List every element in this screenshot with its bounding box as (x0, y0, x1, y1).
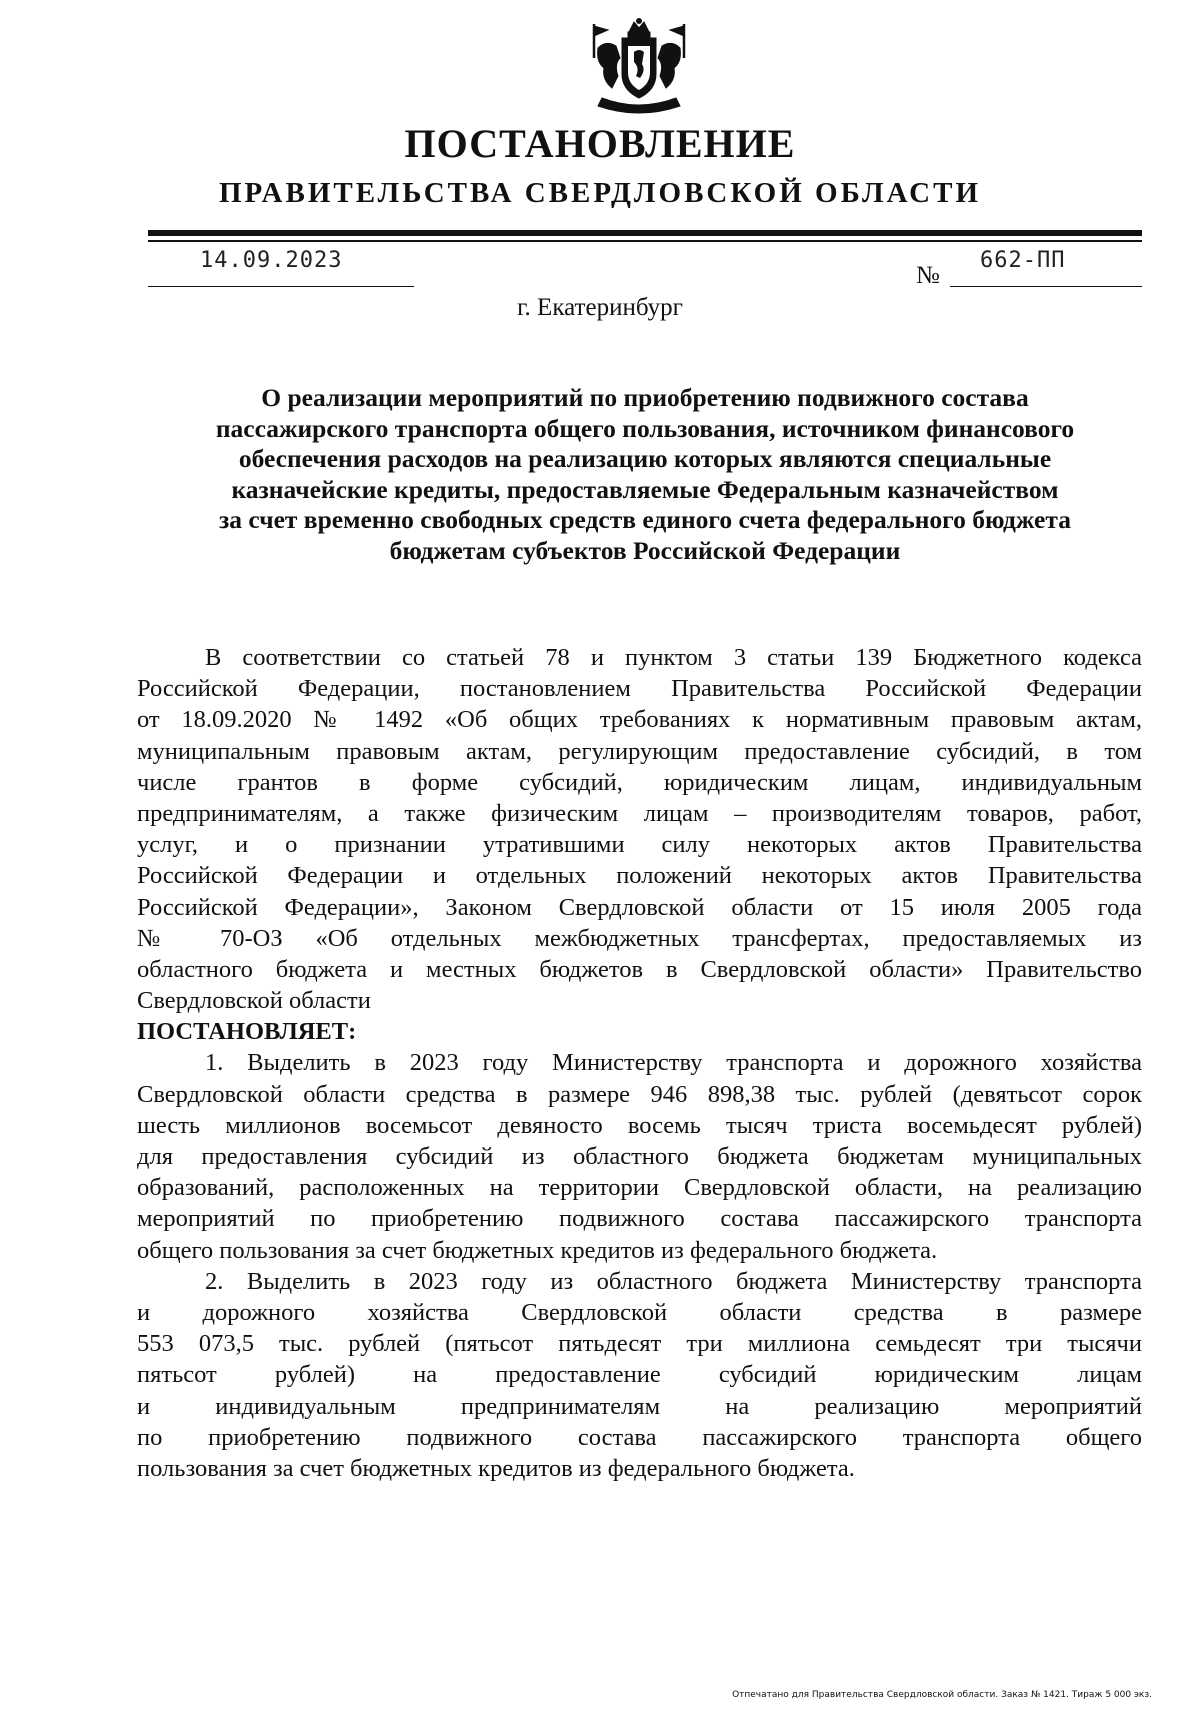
item1-line: шесть миллионов восемьсот девяносто восемь тысяч триста восемьдесят рублей) (137, 1111, 1142, 1139)
number-value: 662-ПП (980, 248, 1066, 273)
item2-line: и индивидуальным предпринимателям на реализацию мероприятий (137, 1392, 1142, 1420)
item1-line: Свердловской области средства в размере 946 898,38 тыс. рублей (девятьсот сорок (137, 1080, 1142, 1108)
preamble-line: областного бюджета и местных бюджетов в Свердловской области» Правительство (137, 955, 1142, 983)
print-note: Отпечатано для Правительства Свердловской области. Заказ № 1421. Тираж 5 000 экз. (732, 1690, 1152, 1700)
preamble-line: Российской Федерации, постановлением Правительства Российской Федерации (137, 675, 1142, 703)
header-rule-thick (148, 230, 1142, 236)
item2-line: 553 073,5 тыс. рублей (пятьсот пятьдесят три миллиона семьдесят три тысячи (137, 1330, 1142, 1358)
heading-line: О реализации мероприятий по приобретению подвижного состава (261, 383, 1029, 412)
item2-line: пользования за счет бюджетных кредитов из федерального бюджета. (137, 1454, 855, 1482)
heading-line: бюджетам субъектов Российской Федерации (389, 535, 901, 565)
item1-line: образований, расположенных на территории Свердловской области, на реализацию (137, 1174, 1142, 1202)
document-heading (150, 383, 1140, 566)
item2-line: 2. Выделить в 2023 году из областного бюджета Министерству транспорта (205, 1267, 1142, 1295)
preamble-line: № 70-ОЗ «Об отдельных межбюджетных трансфертах, предоставляемых из (137, 924, 1142, 952)
city-label: г. Екатеринбург (517, 294, 683, 321)
header-rule-thin (148, 240, 1142, 242)
preamble-line: Российской Федерации и отдельных положений некоторых актов Правительства (137, 862, 1142, 890)
decree-word: ПОСТАНОВЛЯЕТ: (137, 1018, 357, 1046)
heading-line: казначейские кредиты, предоставляемые Федеральным казначейством (231, 474, 1059, 504)
preamble-line: услуг, и о признании утратившими силу некоторых актов Правительства (137, 831, 1142, 859)
preamble-line: предпринимателям, а также физическим лицам – производителям товаров, работ, (137, 799, 1142, 827)
document-title: ПОСТАНОВЛЕНИЕ (404, 121, 796, 166)
date-field (148, 246, 414, 287)
heading-line: за счет временно свободных средств единого счета федерального бюджета (219, 505, 1071, 534)
date-value: 14.09.2023 (200, 248, 343, 273)
item2-line: по приобретению подвижного состава пассажирского транспорта общего (137, 1423, 1142, 1451)
preamble-line: В соответствии со статьей 78 и пунктом 3 статьи 139 Бюджетного кодекса (205, 644, 1142, 671)
item2-line: и дорожного хозяйства Свердловской области средства в размере (137, 1298, 1142, 1326)
heading-line: обеспечения расходов на реализацию которых являются специальные (238, 444, 1052, 473)
coat-of-arms-icon (584, 18, 694, 118)
item1-line: для предоставления субсидий из областного бюджета бюджетам муниципальных (137, 1143, 1142, 1170)
document-body (137, 642, 1142, 1484)
document-issuer: ПРАВИТЕЛЬСТВА СВЕРДЛОВСКОЙ ОБЛАСТИ (218, 177, 982, 209)
preamble-line: от 18.09.2020 № 1492 «Об общих требованиях к нормативным правовым актам, (137, 706, 1142, 734)
preamble-line: Свердловской области (137, 987, 371, 1015)
item1-line: 1. Выделить в 2023 году Министерству транспорта и дорожного хозяйства (205, 1049, 1142, 1077)
heading-line: пассажирского транспорта общего пользования, источником финансового (215, 413, 1075, 443)
number-field (950, 246, 1142, 287)
number-sign: № (916, 262, 940, 289)
preamble-line: Российской Федерации», Законом Свердловской области от 15 июля 2005 года (137, 893, 1142, 921)
preamble-line: муниципальным правовым актам, регулирующим предоставление субсидий, в том (137, 737, 1142, 765)
item1-line: мероприятий по приобретению подвижного состава пассажирского транспорта (137, 1205, 1142, 1233)
preamble-line: числе грантов в форме субсидий, юридическим лицам, индивидуальным (137, 768, 1142, 796)
item2-line: пятьсот рублей) на предоставление субсидий юридическим лицам (137, 1361, 1142, 1389)
item1-line: общего пользования за счет бюджетных кредитов из федерального бюджета. (137, 1236, 938, 1264)
